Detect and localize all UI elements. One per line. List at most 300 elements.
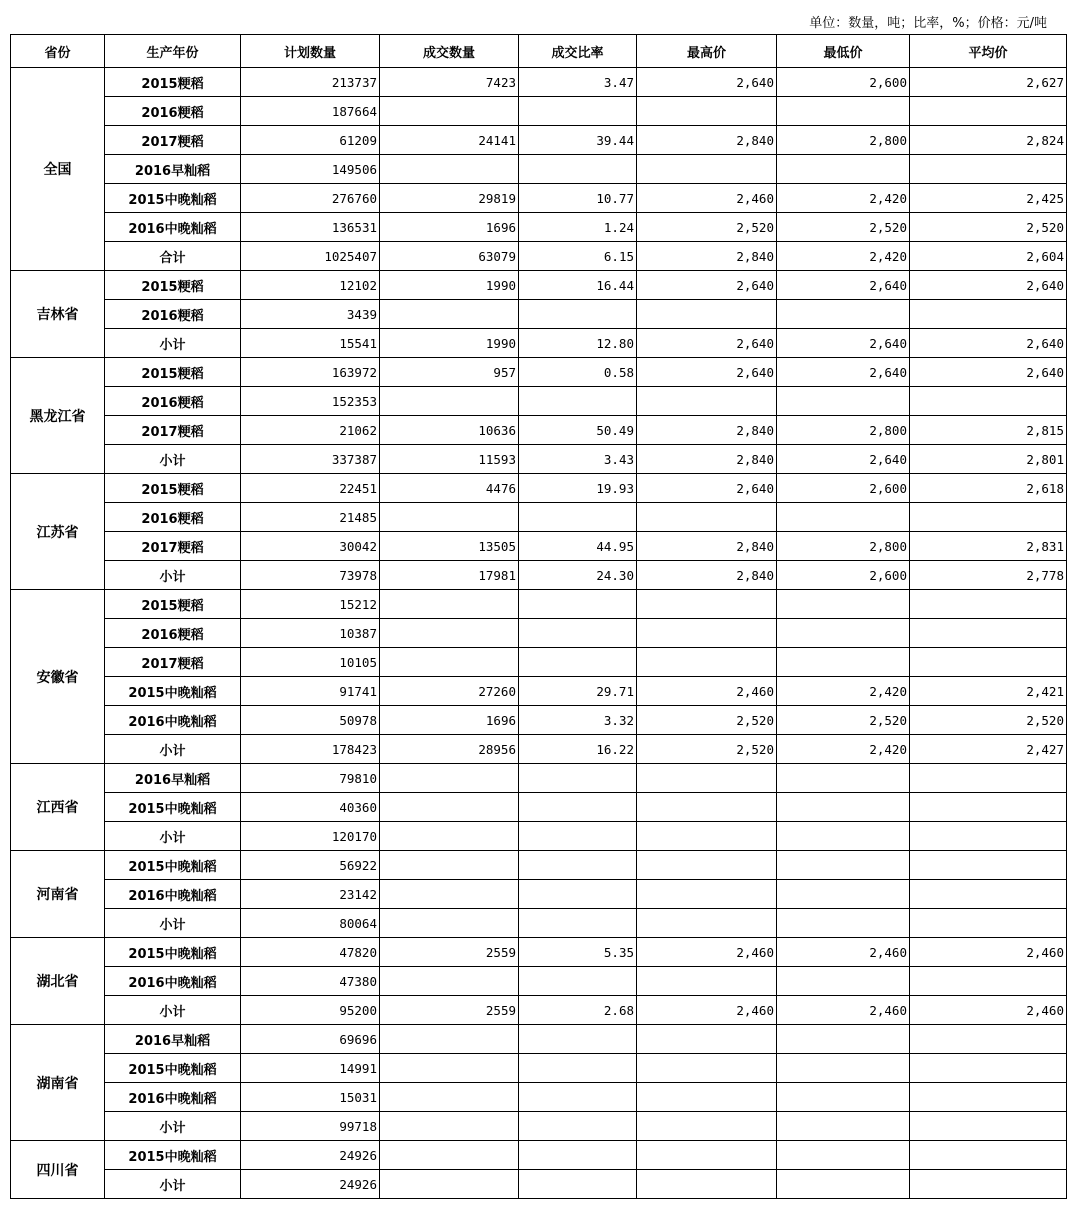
value-cell: [519, 648, 637, 677]
year-cell: 小计: [105, 735, 241, 764]
value-cell: [519, 590, 637, 619]
value-cell: 2,460: [637, 677, 777, 706]
year-cell: 2016中晚籼稻: [105, 1083, 241, 1112]
value-cell: 3.47: [519, 68, 637, 97]
year-cell: 2016早籼稻: [105, 155, 241, 184]
value-cell: 2,420: [777, 184, 910, 213]
value-cell: 27260: [380, 677, 519, 706]
table-row: [11, 358, 1067, 387]
value-cell: 3.32: [519, 706, 637, 735]
value-cell: 2,460: [637, 938, 777, 967]
value-cell: 10636: [380, 416, 519, 445]
value-cell: 91741: [241, 677, 380, 706]
value-cell: [519, 300, 637, 329]
table-row: [11, 1112, 1067, 1141]
value-cell: 16.44: [519, 271, 637, 300]
value-cell: 2,640: [910, 358, 1067, 387]
province-cell: 黑龙江省: [11, 358, 105, 474]
value-cell: [380, 822, 519, 851]
value-cell: 2,840: [637, 242, 777, 271]
value-cell: [910, 851, 1067, 880]
value-cell: 1.24: [519, 213, 637, 242]
value-cell: 2,640: [777, 271, 910, 300]
value-cell: [777, 1054, 910, 1083]
value-cell: [380, 851, 519, 880]
table-row: [11, 68, 1067, 97]
value-cell: 2,801: [910, 445, 1067, 474]
value-cell: [910, 300, 1067, 329]
value-cell: 2,800: [777, 532, 910, 561]
table-row: [11, 387, 1067, 416]
value-cell: 2,640: [777, 358, 910, 387]
province-cell: 湖南省: [11, 1025, 105, 1141]
value-cell: 2,425: [910, 184, 1067, 213]
value-cell: [777, 967, 910, 996]
value-cell: [380, 619, 519, 648]
value-cell: 30042: [241, 532, 380, 561]
value-cell: 61209: [241, 126, 380, 155]
value-cell: 2,520: [637, 706, 777, 735]
value-cell: 0.58: [519, 358, 637, 387]
value-cell: [519, 793, 637, 822]
column-header: 成交数量: [380, 35, 519, 68]
value-cell: 69696: [241, 1025, 380, 1054]
year-cell: 2015中晚籼稻: [105, 851, 241, 880]
province-cell: 全国: [11, 68, 105, 271]
table-row: [11, 416, 1067, 445]
value-cell: [380, 1025, 519, 1054]
column-header: 平均价: [910, 35, 1067, 68]
value-cell: 12102: [241, 271, 380, 300]
value-cell: 2,640: [637, 271, 777, 300]
value-cell: 10.77: [519, 184, 637, 213]
value-cell: 163972: [241, 358, 380, 387]
table-row: [11, 793, 1067, 822]
value-cell: 2,640: [910, 271, 1067, 300]
value-cell: [777, 1083, 910, 1112]
value-cell: [910, 1170, 1067, 1199]
value-cell: [519, 387, 637, 416]
value-cell: 2,640: [637, 474, 777, 503]
year-cell: 2016粳稻: [105, 619, 241, 648]
value-cell: [519, 1025, 637, 1054]
unit-note: 单位：数量，吨；比率，%；价格：元/吨: [809, 16, 1047, 31]
value-cell: 2,520: [637, 735, 777, 764]
value-cell: [380, 1141, 519, 1170]
value-cell: [910, 793, 1067, 822]
value-cell: [777, 300, 910, 329]
value-cell: [637, 1083, 777, 1112]
value-cell: 2,618: [910, 474, 1067, 503]
value-cell: [637, 387, 777, 416]
year-cell: 小计: [105, 996, 241, 1025]
header-row: [11, 35, 1067, 68]
value-cell: [910, 97, 1067, 126]
year-cell: 2015中晚籼稻: [105, 938, 241, 967]
value-cell: 178423: [241, 735, 380, 764]
year-cell: 2016粳稻: [105, 387, 241, 416]
value-cell: 16.22: [519, 735, 637, 764]
year-cell: 2016粳稻: [105, 300, 241, 329]
value-cell: 149506: [241, 155, 380, 184]
value-cell: 2,520: [777, 213, 910, 242]
value-cell: 152353: [241, 387, 380, 416]
value-cell: 99718: [241, 1112, 380, 1141]
value-cell: [777, 1112, 910, 1141]
value-cell: [777, 822, 910, 851]
column-header: 最高价: [637, 35, 777, 68]
value-cell: 22451: [241, 474, 380, 503]
value-cell: [380, 387, 519, 416]
year-cell: 2015粳稻: [105, 590, 241, 619]
value-cell: [380, 300, 519, 329]
value-cell: 21062: [241, 416, 380, 445]
value-cell: 2,460: [777, 996, 910, 1025]
table-row: [11, 474, 1067, 503]
value-cell: 2,815: [910, 416, 1067, 445]
value-cell: 2,460: [910, 996, 1067, 1025]
value-cell: 21485: [241, 503, 380, 532]
value-cell: 63079: [380, 242, 519, 271]
value-cell: 29.71: [519, 677, 637, 706]
value-cell: 2,800: [777, 416, 910, 445]
value-cell: 2,800: [777, 126, 910, 155]
value-cell: [637, 851, 777, 880]
year-cell: 2017粳稻: [105, 532, 241, 561]
value-cell: 2,520: [910, 706, 1067, 735]
value-cell: 80064: [241, 909, 380, 938]
value-cell: 2,640: [637, 358, 777, 387]
year-cell: 2017粳稻: [105, 648, 241, 677]
value-cell: 120170: [241, 822, 380, 851]
value-cell: 50.49: [519, 416, 637, 445]
value-cell: 24926: [241, 1170, 380, 1199]
value-cell: [910, 1112, 1067, 1141]
year-cell: 2016粳稻: [105, 503, 241, 532]
value-cell: [637, 503, 777, 532]
table-row: [11, 329, 1067, 358]
value-cell: 12.80: [519, 329, 637, 358]
value-cell: [777, 851, 910, 880]
table-row: [11, 1170, 1067, 1199]
table-row: [11, 764, 1067, 793]
value-cell: [910, 503, 1067, 532]
value-cell: [380, 648, 519, 677]
value-cell: 24141: [380, 126, 519, 155]
value-cell: [637, 822, 777, 851]
value-cell: 2,831: [910, 532, 1067, 561]
table-row: [11, 590, 1067, 619]
year-cell: 2017粳稻: [105, 416, 241, 445]
value-cell: 2,460: [637, 996, 777, 1025]
year-cell: 2015粳稻: [105, 474, 241, 503]
province-cell: 安徽省: [11, 590, 105, 764]
value-cell: 2,640: [637, 329, 777, 358]
year-cell: 2015粳稻: [105, 271, 241, 300]
value-cell: [519, 155, 637, 184]
value-cell: [380, 764, 519, 793]
year-cell: 2016中晚籼稻: [105, 213, 241, 242]
value-cell: 40360: [241, 793, 380, 822]
value-cell: [519, 1112, 637, 1141]
year-cell: 小计: [105, 445, 241, 474]
table-row: [11, 706, 1067, 735]
value-cell: [637, 300, 777, 329]
table-row: [11, 97, 1067, 126]
value-cell: 2,520: [777, 706, 910, 735]
year-cell: 小计: [105, 909, 241, 938]
value-cell: [380, 590, 519, 619]
province-cell: 江西省: [11, 764, 105, 851]
value-cell: 2,604: [910, 242, 1067, 271]
value-cell: [910, 619, 1067, 648]
value-cell: [380, 1170, 519, 1199]
value-cell: [637, 619, 777, 648]
value-cell: [637, 967, 777, 996]
table-row: [11, 909, 1067, 938]
value-cell: [380, 503, 519, 532]
value-cell: 136531: [241, 213, 380, 242]
value-cell: [777, 503, 910, 532]
value-cell: 2559: [380, 996, 519, 1025]
value-cell: 47820: [241, 938, 380, 967]
value-cell: [637, 793, 777, 822]
value-cell: 1990: [380, 329, 519, 358]
table-row: [11, 155, 1067, 184]
value-cell: [910, 648, 1067, 677]
value-cell: [637, 1054, 777, 1083]
year-cell: 小计: [105, 1170, 241, 1199]
value-cell: [777, 1025, 910, 1054]
value-cell: [910, 1025, 1067, 1054]
value-cell: [380, 909, 519, 938]
province-cell: 四川省: [11, 1141, 105, 1199]
value-cell: 44.95: [519, 532, 637, 561]
value-cell: [637, 590, 777, 619]
value-cell: [519, 1054, 637, 1083]
value-cell: 1990: [380, 271, 519, 300]
value-cell: 2,640: [777, 445, 910, 474]
value-cell: [519, 619, 637, 648]
value-cell: 4476: [380, 474, 519, 503]
value-cell: 2,840: [637, 532, 777, 561]
value-cell: 29819: [380, 184, 519, 213]
table-row: [11, 184, 1067, 213]
value-cell: 957: [380, 358, 519, 387]
value-cell: 276760: [241, 184, 380, 213]
value-cell: 19.93: [519, 474, 637, 503]
value-cell: 3439: [241, 300, 380, 329]
value-cell: 187664: [241, 97, 380, 126]
value-cell: 2,420: [777, 677, 910, 706]
value-cell: [519, 97, 637, 126]
value-cell: [777, 1170, 910, 1199]
value-cell: [777, 648, 910, 677]
value-cell: [380, 880, 519, 909]
value-cell: 1696: [380, 213, 519, 242]
value-cell: 24.30: [519, 561, 637, 590]
table-row: [11, 938, 1067, 967]
value-cell: [519, 822, 637, 851]
year-cell: 2015中晚籼稻: [105, 677, 241, 706]
value-cell: 2,840: [637, 126, 777, 155]
value-cell: [380, 967, 519, 996]
year-cell: 2015中晚籼稻: [105, 184, 241, 213]
value-cell: [380, 1054, 519, 1083]
value-cell: 50978: [241, 706, 380, 735]
value-cell: [910, 590, 1067, 619]
value-cell: [777, 880, 910, 909]
value-cell: [380, 97, 519, 126]
value-cell: 24926: [241, 1141, 380, 1170]
value-cell: [777, 619, 910, 648]
value-cell: [637, 764, 777, 793]
value-cell: 337387: [241, 445, 380, 474]
value-cell: 95200: [241, 996, 380, 1025]
value-cell: [777, 155, 910, 184]
table-row: [11, 242, 1067, 271]
table-row: [11, 619, 1067, 648]
value-cell: 10105: [241, 648, 380, 677]
table-row: [11, 126, 1067, 155]
value-cell: 56922: [241, 851, 380, 880]
value-cell: [777, 590, 910, 619]
value-cell: 2,640: [637, 68, 777, 97]
value-cell: [519, 851, 637, 880]
table-header: [11, 35, 1067, 68]
value-cell: 13505: [380, 532, 519, 561]
value-cell: 17981: [380, 561, 519, 590]
value-cell: 14991: [241, 1054, 380, 1083]
value-cell: [637, 880, 777, 909]
value-cell: [519, 1083, 637, 1112]
year-cell: 2017粳稻: [105, 126, 241, 155]
value-cell: [637, 155, 777, 184]
value-cell: 2559: [380, 938, 519, 967]
year-cell: 2015中晚籼稻: [105, 793, 241, 822]
value-cell: 1025407: [241, 242, 380, 271]
value-cell: 2,840: [637, 416, 777, 445]
value-cell: 2,421: [910, 677, 1067, 706]
value-cell: 2,840: [637, 445, 777, 474]
table-row: [11, 503, 1067, 532]
value-cell: 39.44: [519, 126, 637, 155]
value-cell: [910, 155, 1067, 184]
value-cell: 15031: [241, 1083, 380, 1112]
value-cell: 2.68: [519, 996, 637, 1025]
value-cell: 2,460: [777, 938, 910, 967]
value-cell: 2,640: [910, 329, 1067, 358]
value-cell: [777, 793, 910, 822]
year-cell: 2015粳稻: [105, 68, 241, 97]
value-cell: 2,520: [637, 213, 777, 242]
year-cell: 2016早籼稻: [105, 764, 241, 793]
value-cell: [637, 97, 777, 126]
year-cell: 2015粳稻: [105, 358, 241, 387]
year-cell: 合计: [105, 242, 241, 271]
value-cell: [380, 155, 519, 184]
column-header: 计划数量: [241, 35, 380, 68]
value-cell: 2,600: [777, 561, 910, 590]
value-cell: 2,460: [637, 184, 777, 213]
table-row: [11, 880, 1067, 909]
province-cell: 湖北省: [11, 938, 105, 1025]
province-cell: 吉林省: [11, 271, 105, 358]
value-cell: 2,640: [777, 329, 910, 358]
value-cell: 10387: [241, 619, 380, 648]
year-cell: 小计: [105, 822, 241, 851]
value-cell: [380, 1112, 519, 1141]
value-cell: [637, 909, 777, 938]
value-cell: [519, 503, 637, 532]
value-cell: [519, 909, 637, 938]
value-cell: 2,520: [910, 213, 1067, 242]
table-row: [11, 561, 1067, 590]
table-row: [11, 648, 1067, 677]
table-row: [11, 735, 1067, 764]
value-cell: [910, 1083, 1067, 1112]
year-cell: 小计: [105, 1112, 241, 1141]
value-cell: 15541: [241, 329, 380, 358]
value-cell: 213737: [241, 68, 380, 97]
year-cell: 小计: [105, 561, 241, 590]
table-row: [11, 967, 1067, 996]
value-cell: [637, 1141, 777, 1170]
value-cell: 79810: [241, 764, 380, 793]
value-cell: 2,840: [637, 561, 777, 590]
value-cell: [777, 764, 910, 793]
value-cell: [637, 1025, 777, 1054]
value-cell: 2,427: [910, 735, 1067, 764]
value-cell: [910, 909, 1067, 938]
table-row: [11, 1025, 1067, 1054]
value-cell: 3.43: [519, 445, 637, 474]
table-row: [11, 996, 1067, 1025]
year-cell: 2015中晚籼稻: [105, 1141, 241, 1170]
value-cell: 2,600: [777, 474, 910, 503]
column-header: 最低价: [777, 35, 910, 68]
value-cell: 6.15: [519, 242, 637, 271]
table-body: [11, 68, 1067, 1199]
value-cell: [519, 1170, 637, 1199]
column-header: 省份: [11, 35, 105, 68]
year-cell: 小计: [105, 329, 241, 358]
year-cell: 2016粳稻: [105, 97, 241, 126]
value-cell: [519, 1141, 637, 1170]
value-cell: [910, 1141, 1067, 1170]
year-cell: 2016中晚籼稻: [105, 706, 241, 735]
value-cell: [910, 764, 1067, 793]
table-row: [11, 822, 1067, 851]
value-cell: 2,824: [910, 126, 1067, 155]
table-row: [11, 1141, 1067, 1170]
table-row: [11, 1083, 1067, 1112]
table-row: [11, 1054, 1067, 1083]
table-row: [11, 677, 1067, 706]
value-cell: 73978: [241, 561, 380, 590]
column-header: 生产年份: [105, 35, 241, 68]
auction-results-table: [10, 34, 1067, 1199]
value-cell: [910, 1054, 1067, 1083]
table-row: [11, 213, 1067, 242]
value-cell: [637, 1170, 777, 1199]
table-row: [11, 445, 1067, 474]
value-cell: 15212: [241, 590, 380, 619]
value-cell: 2,778: [910, 561, 1067, 590]
value-cell: 2,420: [777, 735, 910, 764]
table-row: [11, 532, 1067, 561]
value-cell: [380, 1083, 519, 1112]
